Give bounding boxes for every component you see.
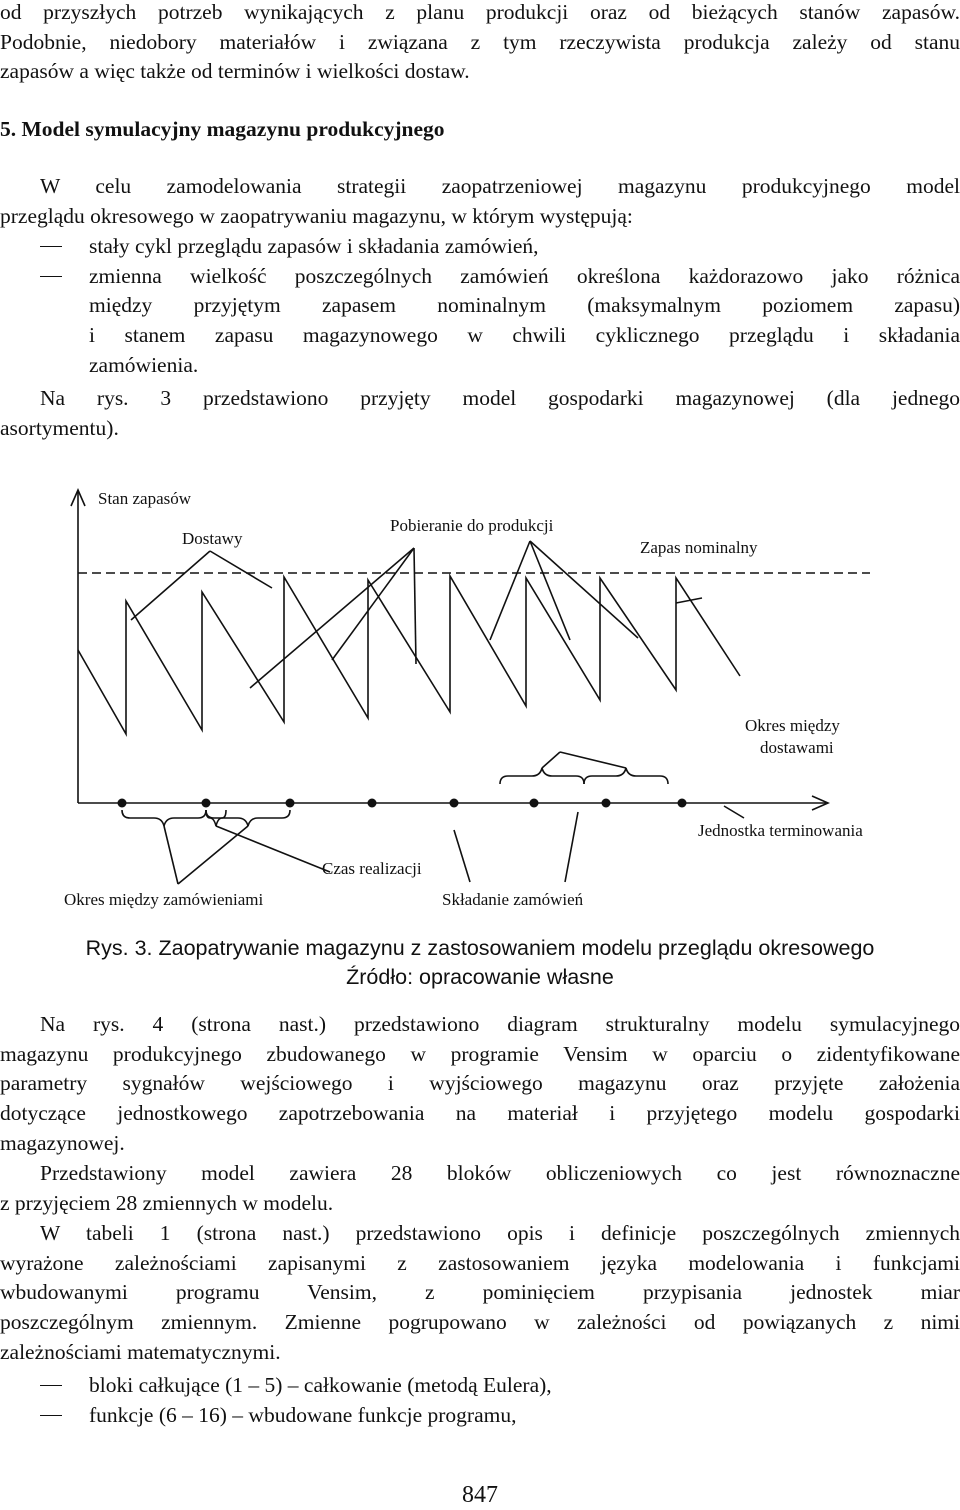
paragraph-line: poszczególnym zmiennym. Zmienne pogrupowano w zależności od powiązanych z nimi — [0, 1310, 960, 1335]
lead-time-label: Czas realizacji — [322, 859, 422, 878]
pointer-line — [164, 826, 178, 884]
paragraph-line: W celu zamodelowania strategii zaopatrzeniowej magazynu produkcyjnego model — [40, 174, 960, 198]
intro-line: zapasów a więc także od terminów i wielkości dostaw. — [0, 59, 470, 84]
delivery-interval-brace-icon — [584, 768, 668, 784]
pointer-line — [560, 752, 626, 768]
paragraph-figure-ref — [0, 384, 960, 443]
figure-source: Źródło: opracowanie własne — [346, 965, 614, 989]
list-item-line: między przyjętym zapasem nominalnym (maksymalnym poziomem zapasu) — [89, 293, 960, 318]
order-point-marker — [678, 799, 687, 808]
list-item-line: bloki całkujące (1 – 5) – całkowanie (metodą Eulera), — [89, 1373, 552, 1397]
ordering-label: Składanie zamówień — [442, 890, 584, 909]
y-axis-label: Stan zapasów — [98, 489, 192, 508]
pointer-line — [724, 806, 744, 818]
withdrawal-label: Pobieranie do produkcji — [390, 516, 554, 535]
intro-paragraph — [0, 0, 960, 87]
pointer-line — [332, 548, 414, 660]
dash-bullet-icon — [40, 1415, 62, 1416]
paragraph-line: wbudowanymi programu Vensim, z pominięciem przypisania jednostek miar — [0, 1280, 960, 1305]
order-interval-brace-icon — [206, 810, 290, 826]
section-heading: 5. Model symulacyjny magazynu produkcyjnego — [0, 117, 445, 141]
order-point-marker — [286, 799, 295, 808]
pointer-line — [565, 812, 578, 882]
paragraph-line: z przyjęciem 28 zmiennych w modelu. — [0, 1190, 334, 1215]
list-item — [0, 262, 960, 381]
deliveries-label: Dostawy — [182, 529, 243, 548]
order-point-marker — [202, 799, 211, 808]
pointer-line — [414, 548, 416, 664]
delivery-interval-label: Okres między — [745, 716, 840, 735]
pointer-line — [210, 551, 272, 588]
stock-level-curve — [78, 576, 740, 734]
paragraph-line: Przedstawiony model zawiera 28 bloków obliczeniowych co jest równoznaczne — [40, 1161, 960, 1185]
paragraph-line: magazynu produkcyjnego zbudowanego w programie Vensim w oparciu o zidentyfikowane — [0, 1041, 960, 1066]
order-point-marker — [602, 799, 611, 808]
pointer-line — [131, 551, 210, 620]
paragraph-line: asortymentu). — [0, 415, 119, 440]
paragraph-line: przeglądu okresowego w zaopatrywaniu magazynu, w którym występują: — [0, 203, 633, 228]
inventory-model-figure — [0, 470, 960, 910]
nominal-stock-label: Zapas nominalny — [640, 538, 758, 557]
pointer-line — [530, 541, 638, 638]
paragraph-line: parametry sygnałów wejściowego i wyjściowego magazynu oraz przyjęte założenia — [0, 1071, 960, 1096]
list-item — [0, 1401, 960, 1431]
list-item-line: funkcje (6 – 16) – wbudowane funkcje programu, — [89, 1402, 517, 1427]
paragraph-line: Na rys. 3 przedstawiono przyjęty model gospodarki magazynowej (dla jednego — [40, 386, 960, 410]
order-interval-brace-icon — [122, 810, 206, 826]
figure-caption: Rys. 3. Zaopatrywanie magazynu z zastosowaniem modelu przeglądu okresowego — [85, 936, 875, 960]
order-point-marker — [118, 799, 127, 808]
order-point-marker — [450, 799, 459, 808]
bullet-list-groups — [0, 1371, 960, 1430]
paragraph-line: magazynowej. — [0, 1130, 125, 1155]
delivery-interval-brace-icon — [500, 768, 584, 784]
page-number: 847 — [462, 1482, 498, 1508]
list-item-line: zmienna wielkość poszczególnych zamówień określona każdorazowo jako różnica — [89, 263, 960, 288]
pointer-line — [490, 541, 530, 640]
dash-bullet-icon — [40, 246, 62, 247]
pointer-line — [216, 826, 330, 872]
paragraph-line: Na rys. 4 (strona nast.) przedstawiono diagram strukturalny modelu symulacyjnego — [40, 1012, 960, 1036]
list-item-line: zamówienia. — [89, 352, 199, 377]
order-interval-label: Okres między zamówieniami — [64, 890, 264, 909]
list-item — [0, 232, 960, 262]
paragraph-line: dotyczące jednostkowego zapotrzebowania na materiał i przyjętego modelu gospodarki — [0, 1101, 960, 1126]
list-item-line: stały cykl przeglądu zapasów i składania zamówień, — [89, 234, 539, 258]
pointer-line — [542, 752, 560, 768]
dash-bullet-icon — [40, 1385, 62, 1386]
paragraph-model-intro — [0, 172, 960, 231]
pointer-line — [530, 541, 570, 640]
order-point-marker — [530, 799, 539, 808]
pointer-line — [454, 830, 470, 882]
paragraph-line: W tabeli 1 (strona nast.) przedstawiono opis i definicje poszczególnych zmiennych — [40, 1221, 960, 1245]
dash-bullet-icon — [40, 276, 62, 277]
paragraph-diagram — [0, 1010, 960, 1159]
paragraph-blocks — [0, 1159, 960, 1218]
paragraph-line: wyrażone zależnościami zapisanymi z zastosowaniem języka modelowania i funkcjami — [0, 1250, 960, 1275]
paragraph-table — [0, 1219, 960, 1368]
time-unit-label: Jednostka terminowania — [698, 821, 863, 840]
list-item-line: i stanem zapasu magazynowego w chwili cyklicznego przeglądu i składania — [89, 323, 960, 348]
bullet-list-features — [0, 232, 960, 381]
paragraph-line: zależnościami matematycznymi. — [0, 1339, 281, 1364]
delivery-interval-label: dostawami — [760, 738, 834, 757]
order-point-marker — [368, 799, 377, 808]
list-item — [0, 1371, 960, 1401]
pointer-line — [250, 548, 414, 688]
intro-line: Podobnie, niedobory materiałów i związana z tym rzeczywista produkcja zależy od stanu — [0, 29, 960, 54]
intro-line: od przyszłych potrzeb wynikających z planu produkcji oraz od bieżących stanów zapasów. — [0, 0, 960, 24]
